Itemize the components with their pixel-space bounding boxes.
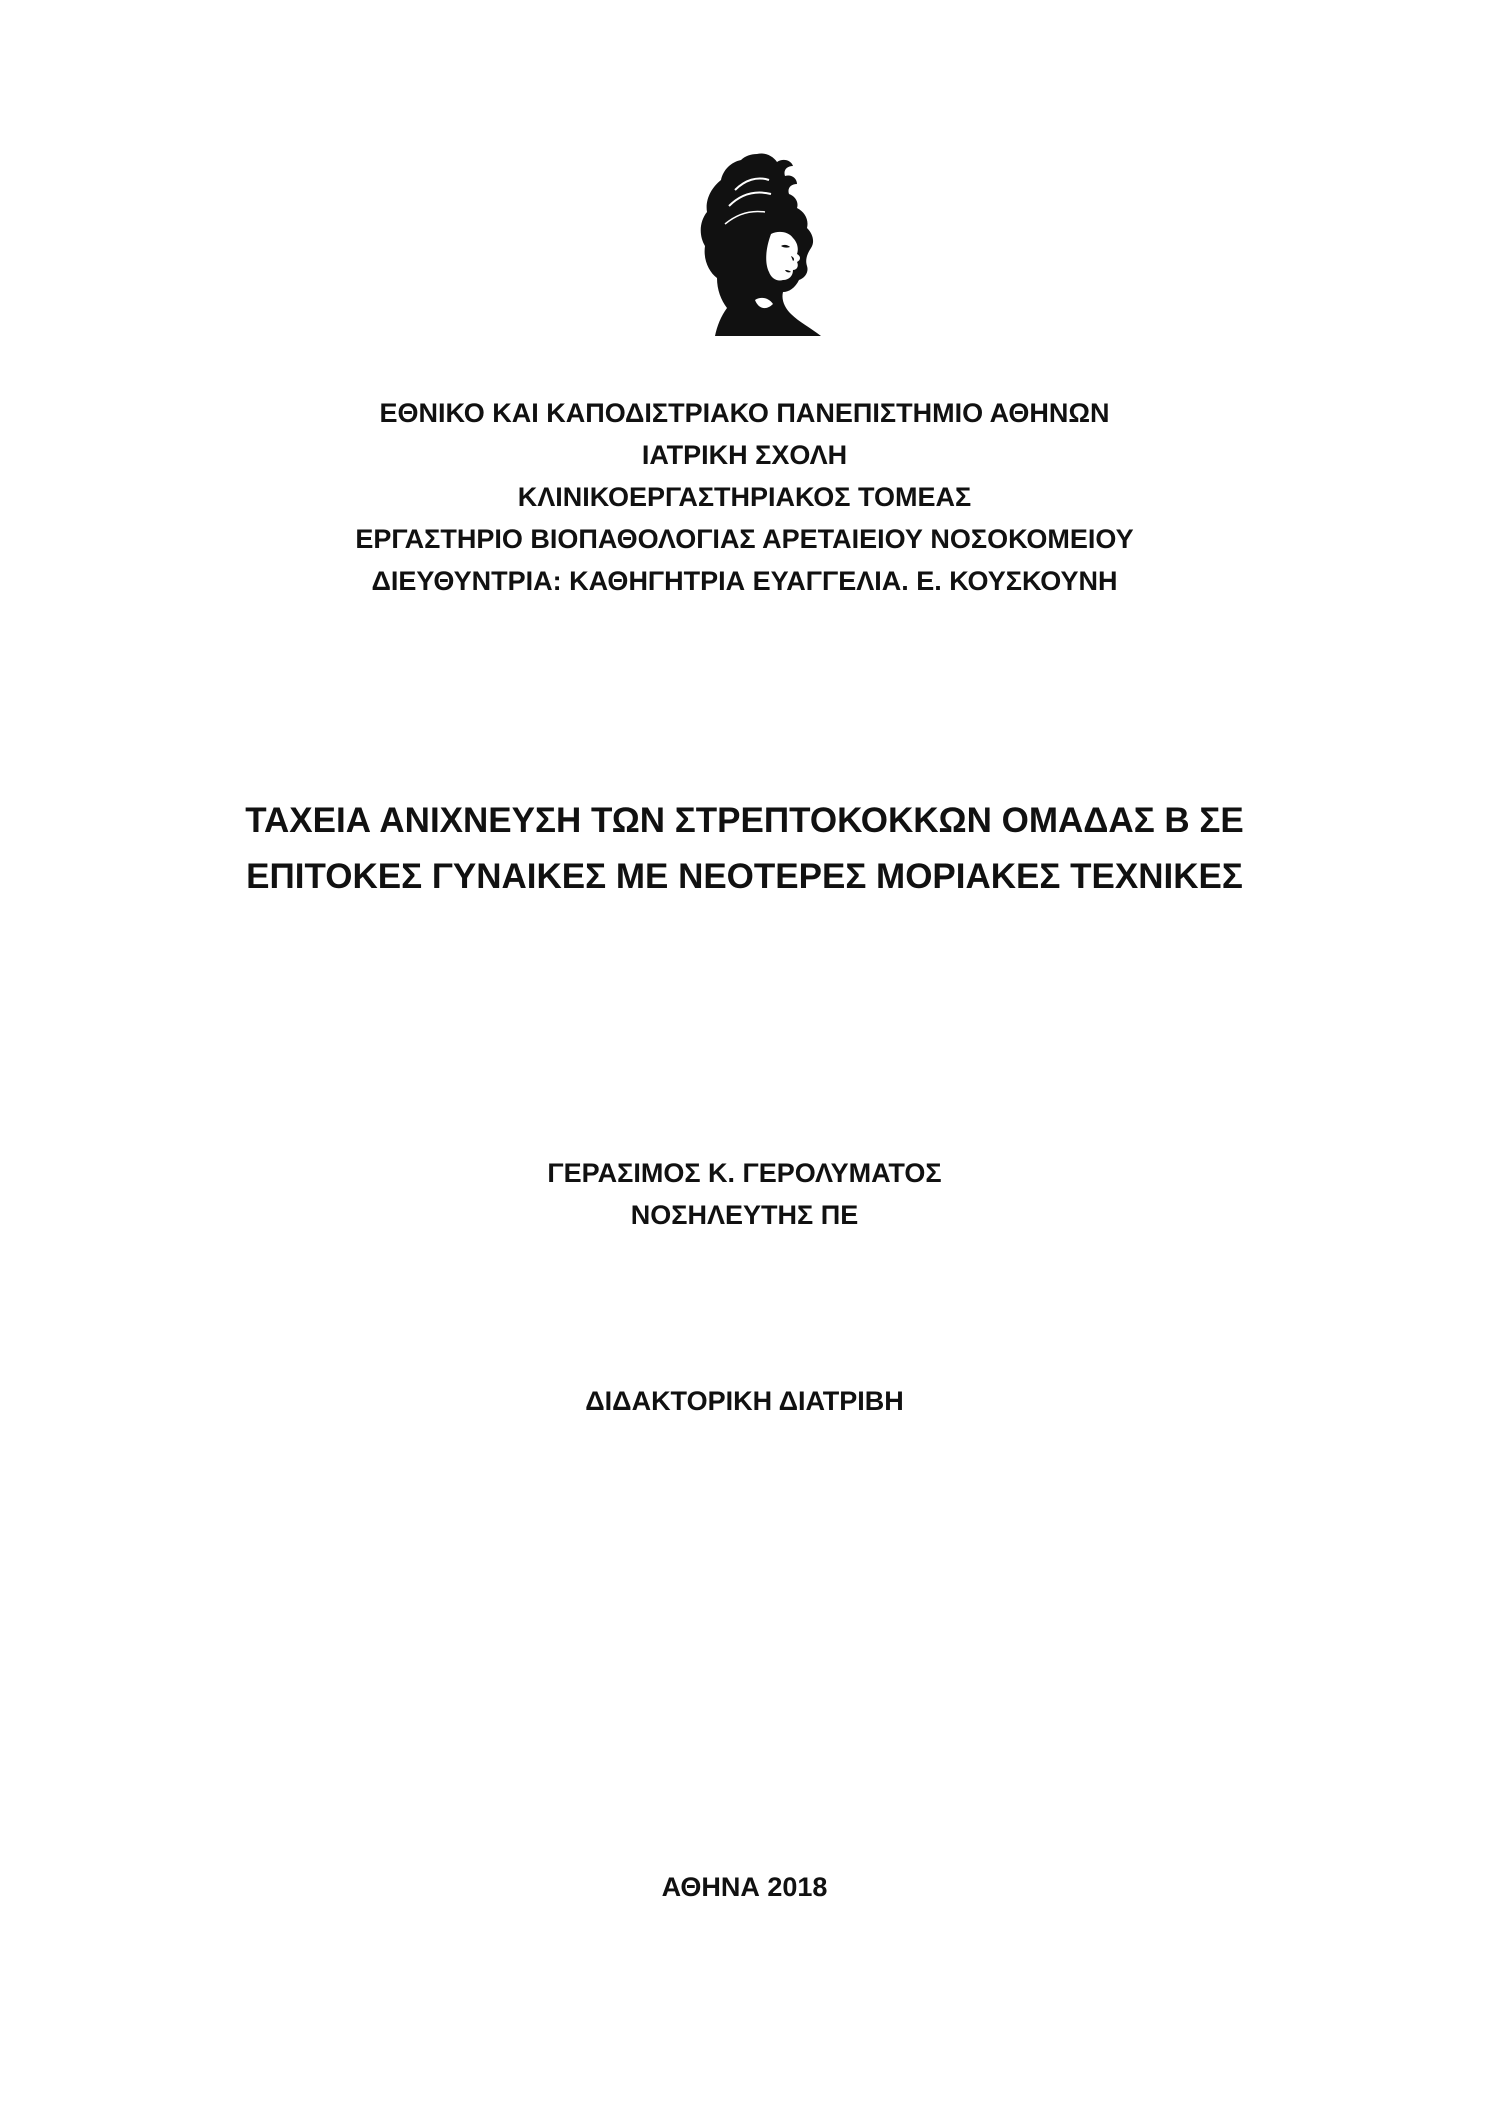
place-year: ΑΘΗΝΑ 2018 <box>661 1872 828 1902</box>
thesis-title-line-1: ΤΑΧΕΙΑ ΑΝΙΧΝΕΥΣΗ ΤΩΝ ΣΤΡΕΠΤΟΚΟΚΚΩΝ ΟΜΑΔΑΣ Β ΣΕ <box>245 801 1244 840</box>
author-name: ΓΕΡΑΣΙΜΟΣ Κ. ΓΕΡΟΛΥΜΑΤΟΣ <box>547 1158 942 1188</box>
department-name: ΚΛΙΝΙΚΟΕΡΓΑΣΤΗΡΙΑΚΟΣ ΤΟΜΕΑΣ <box>517 482 972 512</box>
thesis-title-line-2: ΕΠΙΤΟΚΕΣ ΓΥΝΑΙΚΕΣ ΜΕ ΝΕΟΤΕΡΕΣ ΜΟΡΙΑΚΕΣ ΤΕΧΝΙΚΕΣ <box>246 857 1243 896</box>
athena-head-icon <box>695 150 825 340</box>
director-line: ΔΙΕΥΘΥΝΤΡΙΑ: ΚΑΘΗΓΗΤΡΙΑ ΕΥΑΓΓΕΛΙΑ. Ε. ΚΟΥΣΚΟΥΝΗ <box>371 566 1118 596</box>
university-logo <box>695 150 825 340</box>
university-name: ΕΘΝΙΚΟ ΚΑΙ ΚΑΠΟΔΙΣΤΡΙΑΚΟ ΠΑΝΕΠΙΣΤΗΜΙΟ ΑΘΗΝΩΝ <box>379 398 1110 428</box>
author-block <box>0 1152 1489 1236</box>
document-type: ΔΙΔΑΚΤΟΡΙΚΗ ΔΙΑΤΡΙΒΗ <box>585 1386 904 1416</box>
school-name: ΙΑΤΡΙΚΗ ΣΧΟΛΗ <box>641 440 848 470</box>
institution-header <box>0 392 1489 602</box>
author-role: ΝΟΣΗΛΕΥΤΗΣ ΠΕ <box>630 1200 859 1230</box>
thesis-title <box>0 793 1489 905</box>
laboratory-name: ΕΡΓΑΣΤΗΡΙΟ ΒΙΟΠΑΘΟΛΟΓΙΑΣ ΑΡΕΤΑΙΕΙΟΥ ΝΟΣΟΚΟΜΕΙΟΥ <box>355 524 1134 554</box>
